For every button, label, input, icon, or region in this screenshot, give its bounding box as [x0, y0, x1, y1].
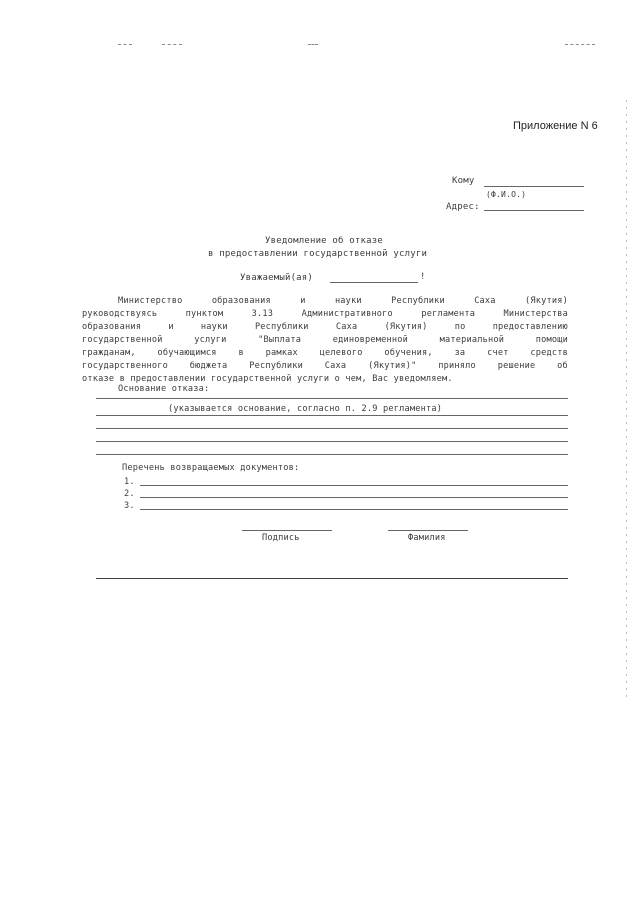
document-title-line1: Уведомление об отказе — [265, 236, 383, 246]
returned-doc-number: 1. — [124, 477, 135, 487]
recipient-name-line — [484, 186, 584, 187]
scan-mark — [308, 44, 318, 45]
returned-doc-number: 3. — [124, 501, 135, 511]
returned-doc-line — [140, 485, 568, 486]
scan-edge — [626, 100, 627, 700]
basis-hint: (указывается основание, согласно п. 2.9 регламента) — [168, 404, 443, 414]
basis-line — [96, 415, 568, 416]
salutation: Уважаемый(ая) — [240, 273, 314, 283]
returned-doc-line — [140, 497, 568, 498]
appendix-label: Приложение N 6 — [513, 120, 598, 132]
recipient-address-label: Адрес: — [446, 202, 480, 212]
returned-doc-line — [140, 509, 568, 510]
salutation-end: ! — [420, 272, 426, 282]
surname-line — [388, 530, 468, 531]
bottom-rule — [96, 578, 568, 579]
recipient-name-hint: (Ф.И.О.) — [486, 190, 527, 199]
body-line: государственной услуги "Выплата единовременной материальной помощи — [82, 335, 568, 345]
surname-label: Фамилия — [408, 533, 446, 543]
salutation-line — [330, 282, 418, 283]
signature-line — [242, 530, 332, 531]
body-line: Министерство образования и науки Республики Саха (Якутия) — [118, 296, 568, 306]
basis-line — [96, 428, 568, 429]
body-line: государственного бюджета Республики Саха (Якутия)" приняло решение об — [82, 361, 568, 371]
recipient-to-label: Кому — [452, 176, 475, 186]
document-title-line2: в предоставлении государственной услуги — [208, 249, 428, 259]
basis-line — [96, 398, 568, 399]
recipient-address-line — [484, 210, 584, 211]
basis-line — [96, 454, 568, 455]
returned-docs-label: Перечень возвращаемых документов: — [122, 463, 300, 473]
basis-label: Основание отказа: — [118, 384, 210, 394]
body-line: руководствуясь пунктом 3.13 Административного регламента Министерства — [82, 309, 568, 319]
returned-doc-number: 2. — [124, 489, 135, 499]
body-line: гражданам, обучающимся в рамках целевого обучения, за счет средств — [82, 348, 568, 358]
scan-mark — [118, 44, 132, 45]
body-last-line: отказе в предоставлении государственной услуги о чем, Вас уведомляем. — [82, 374, 453, 384]
scan-mark — [565, 44, 595, 45]
basis-line — [96, 441, 568, 442]
scan-mark — [162, 44, 182, 45]
signature-label: Подпись — [262, 533, 300, 543]
body-line: образования и науки Республики Саха (Якутия) по предоставлению — [82, 322, 568, 332]
